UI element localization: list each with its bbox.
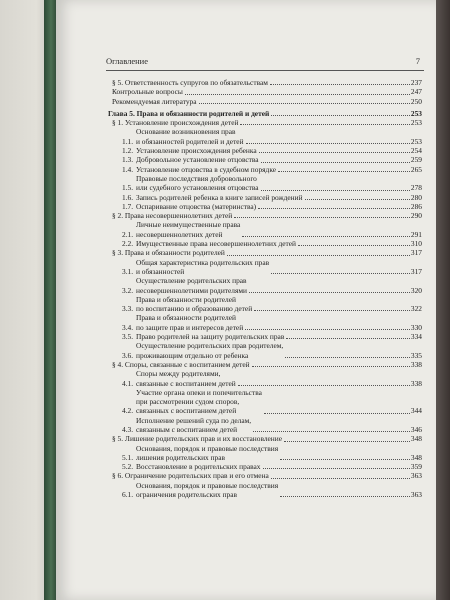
toc-section	[108, 248, 422, 257]
toc-page-number: 346	[410, 424, 422, 434]
toc-section	[108, 471, 422, 480]
page-number: 7	[415, 56, 420, 66]
running-header-title: Оглавление	[106, 56, 148, 66]
toc-section	[108, 211, 422, 220]
toc-leader-dots	[286, 338, 410, 339]
toc-leader-dots	[278, 171, 410, 172]
toc-leader-dots	[254, 310, 410, 311]
toc-subsection	[108, 481, 422, 500]
toc-entry-number: 1.6.	[122, 192, 134, 202]
toc-leader-dots	[261, 190, 410, 191]
toc-leader-dots	[234, 217, 410, 218]
toc-leader-dots	[263, 468, 410, 469]
toc-page-number: 253	[410, 118, 422, 128]
toc-entry-number: 3.4.	[122, 322, 134, 332]
toc-page-number: 278	[410, 183, 422, 193]
toc-subsection	[108, 193, 422, 202]
toc-page-number: 338	[410, 378, 422, 388]
toc-page-number: 253	[410, 108, 422, 118]
toc-page-number: 310	[410, 239, 422, 249]
running-header	[106, 56, 422, 66]
toc-page-number: 265	[410, 164, 422, 174]
toc-leader-dots	[238, 385, 410, 386]
toc-leader-dots	[245, 329, 410, 330]
toc-page-number: 363	[410, 471, 422, 481]
toc-leader-dots	[271, 478, 410, 479]
toc-page-number: 320	[410, 285, 422, 295]
toc-subsection	[108, 462, 422, 471]
toc-subsection	[108, 258, 422, 277]
toc-page-number: 334	[410, 332, 422, 342]
toc-entry-title: § 5. Ответственность супругов по обязательствам	[112, 78, 268, 87]
toc-leader-dots	[280, 496, 410, 497]
toc-page-number: 250	[410, 96, 422, 106]
toc-subsection	[108, 202, 422, 211]
toc-entry-title: Основания, порядок и правовые последствия лишения родительских прав	[136, 443, 279, 462]
toc-leader-dots	[305, 199, 410, 200]
toc-entry-title: Общая характеристика родительских прав и обязанностей	[136, 257, 270, 276]
toc-leader-dots	[253, 431, 410, 432]
toc-entry-title: § 4. Споры, связанные с воспитанием детей	[112, 359, 250, 369]
toc-leader-dots	[264, 413, 410, 414]
toc-entry-number: 3.1.	[122, 266, 134, 276]
toc-entry-title: Осуществление родительских прав родителем, проживающим отдельно от ребенка	[136, 341, 284, 360]
toc-leader-dots	[259, 152, 410, 153]
toc-entry-number: 1.5.	[122, 183, 134, 193]
toc-subsection	[108, 295, 422, 314]
toc-subsection	[108, 174, 422, 193]
toc-entry-number: 3.6.	[122, 350, 134, 360]
toc-page-number: 338	[410, 359, 422, 369]
toc-entry-title: § 3. Права и обязанности родителей	[112, 248, 225, 258]
toc-subsection	[108, 369, 422, 388]
toc-leader-dots	[185, 94, 410, 95]
toc-subsection	[108, 416, 422, 435]
toc-page-number: 348	[410, 452, 422, 462]
toc-entry-number: 5.2.	[122, 462, 134, 472]
toc-leader-dots	[240, 124, 409, 125]
toc-entry-title: Установление происхождения ребенка	[136, 146, 257, 156]
toc-leader-dots	[246, 143, 410, 144]
toc-subsection	[108, 220, 422, 239]
toc-page-number: 280	[410, 192, 422, 202]
toc-entry-title: Право родителей на защиту родительских прав	[136, 332, 285, 342]
toc-entry-title: Восстановление в родительских правах	[136, 462, 261, 472]
toc-page-number: 322	[410, 304, 422, 314]
toc-entry-number: 4.1.	[122, 378, 134, 388]
toc-page-number: 348	[410, 434, 422, 444]
toc-leader-dots	[242, 236, 410, 237]
toc-entry-title: Осуществление родительских прав несовершеннолетними родителями	[136, 276, 248, 295]
toc-entry-title: § 5. Лишение родительских прав и их восстановление	[112, 434, 282, 444]
toc-subsection	[108, 276, 422, 295]
toc-subsection	[108, 239, 422, 248]
toc-entry-title: § 1. Установление происхождения детей	[112, 118, 239, 128]
toc-page-number: 254	[410, 146, 422, 156]
toc-entry-number: 1.7.	[122, 201, 134, 211]
toc-entry-title: Оспаривание отцовства (материнства)	[136, 201, 257, 211]
toc-page-number: 237	[410, 78, 422, 87]
toc-page-number: 363	[410, 490, 422, 500]
toc-leader-dots	[271, 273, 410, 274]
toc-entry-title: § 2. Права несовершеннолетних детей	[112, 211, 233, 221]
toc-entry-number: 4.2.	[122, 406, 134, 416]
toc-entry-title: Добровольное установление отцовства	[136, 155, 259, 165]
toc-page-number: 335	[410, 350, 422, 360]
toc-entry-title: Личные неимущественные права несовершеннолетних детей	[136, 220, 241, 239]
toc-leader-dots	[249, 292, 410, 293]
toc-leader-dots	[285, 357, 410, 358]
toc-page-number: 290	[410, 211, 422, 221]
header-rule	[106, 70, 424, 71]
toc-chapter	[108, 109, 422, 118]
toc-entry-number: 4.3.	[122, 424, 134, 434]
toc-subsection	[108, 341, 422, 360]
toc-entry-title: Установление отцовства в судебном порядке	[136, 164, 277, 174]
toc-leader-dots	[280, 459, 410, 460]
toc-entry-number: 3.3.	[122, 304, 134, 314]
table-of-contents	[108, 78, 422, 499]
toc-page-number: 247	[410, 87, 422, 97]
toc-entry-title: Права и обязанности родителей по воспитанию и образованию детей	[136, 294, 253, 314]
toc-entry-title: Основание возникновения прав и обязанностей родителей и детей	[136, 127, 244, 146]
toc-entry-number: 1.1.	[122, 136, 134, 146]
toc-leader-dots	[271, 115, 410, 116]
toc-entry-number: 3.5.	[122, 332, 134, 342]
toc-subsection	[108, 127, 422, 146]
toc-page-number: 359	[410, 462, 422, 472]
toc-page-number: 286	[410, 201, 422, 211]
toc-page-number: 259	[410, 155, 422, 165]
toc-subsection	[108, 332, 422, 341]
toc-entry-title: Споры между родителями, связанные с воспитанием детей	[136, 369, 236, 388]
toc-leader-dots	[252, 366, 410, 367]
book-page	[56, 0, 436, 600]
toc-section	[108, 97, 422, 106]
toc-entry-title: § 6. Ограничение родительских прав и его отмена	[112, 471, 269, 481]
toc-leader-dots	[199, 103, 410, 104]
toc-page-number: 253	[410, 136, 422, 146]
toc-entry-number: 2.2.	[122, 239, 134, 249]
toc-entry-title: Глава 5. Права и обязанности родителей и детей	[108, 108, 270, 118]
toc-leader-dots	[261, 162, 410, 163]
toc-subsection	[108, 444, 422, 463]
toc-subsection	[108, 313, 422, 332]
toc-page-number: 291	[410, 229, 422, 239]
toc-entry-number: 5.1.	[122, 452, 134, 462]
toc-entry-title: Участие органа опеки и попечительства при рассмотрении судом споров, связанных с воспитанием детей	[136, 387, 262, 416]
toc-entry-title: Контрольные вопросы	[112, 87, 183, 97]
toc-page-number: 330	[410, 322, 422, 332]
toc-leader-dots	[270, 84, 410, 85]
toc-leader-dots	[227, 255, 410, 256]
toc-section	[108, 118, 422, 127]
toc-section	[108, 87, 422, 96]
toc-page-number: 344	[410, 406, 422, 416]
toc-entry-number: 2.1.	[122, 229, 134, 239]
toc-page-number: 317	[410, 248, 422, 258]
toc-entry-title: Правовые последствия добровольного или судебного установления отцовства	[136, 173, 259, 193]
toc-leader-dots	[298, 245, 410, 246]
toc-leader-dots	[284, 441, 410, 442]
toc-subsection	[108, 388, 422, 416]
toc-subsection	[108, 165, 422, 174]
toc-entry-number: 3.2.	[122, 285, 134, 295]
toc-section	[108, 360, 422, 369]
toc-subsection	[108, 146, 422, 155]
toc-section	[108, 434, 422, 443]
toc-entry-number: 1.3.	[122, 155, 134, 165]
toc-entry-title: Исполнение решений суда по делам, связанным с воспитанием детей	[136, 415, 252, 434]
toc-entry-title: Имущественные права несовершеннолетних детей	[136, 239, 297, 249]
toc-entry-number: 1.4.	[122, 164, 134, 174]
toc-entry-number: 1.2.	[122, 146, 134, 156]
toc-page-number: 317	[410, 266, 422, 276]
toc-section	[108, 78, 422, 87]
page-edge-shadow	[436, 0, 450, 600]
toc-entry-title: Рекомендуемая литература	[112, 96, 197, 106]
toc-subsection	[108, 155, 422, 164]
toc-entry-number: 6.1.	[122, 490, 134, 500]
toc-entry-title: Запись родителей ребенка в книге записей рождений	[136, 192, 303, 202]
toc-entry-title: Основания, порядок и правовые последствия ограничения родительских прав	[136, 480, 279, 500]
toc-entry-title: Права и обязанности родителей по защите прав и интересов детей	[136, 313, 244, 332]
toc-leader-dots	[258, 208, 410, 209]
